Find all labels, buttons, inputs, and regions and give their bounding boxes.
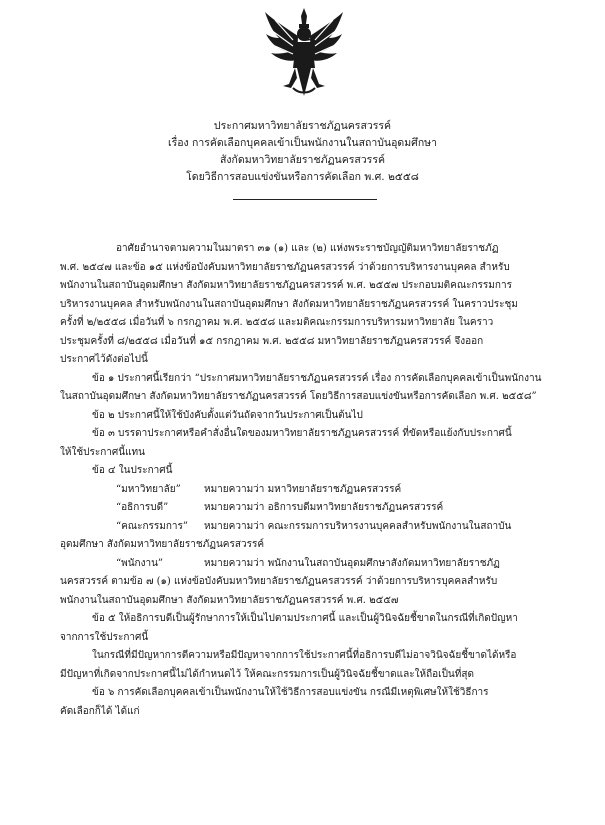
announcement-body (60, 240, 580, 721)
title-line: ประกาศมหาวิทยาลัยราชภัฏนครสวรรค์ (213, 120, 392, 132)
definition-term: “มหาวิทยาลัย” (116, 483, 181, 495)
announcement-title (0, 118, 605, 186)
title-line: โดยวิธีการสอบแข่งขันหรือการคัดเลือก พ.ศ. ๒๕๕๘ (186, 171, 419, 183)
preamble-line: ประชุมครั้งที่ ๘/๒๕๕๘ เมื่อวันที่ ๑๕ กรกฎาคม พ.ศ. ๒๕๕๘ มหาวิทยาลัยราชภัฏนครสวรรค์ จึงออก (60, 335, 484, 347)
definition-president (60, 499, 580, 518)
definition-committee-cont: อุดมศึกษา สังกัดมหาวิทยาลัยราชภัฏนครสวรรค์ (60, 539, 265, 550)
preamble-line: ครั้งที่ ๒/๒๕๕๘ เมื่อวันที่ ๖ กรกฎาคม พ.ศ. ๒๕๕๘ และมติคณะกรรมการบริหารมหาวิทยาลัย ในคราว (60, 317, 494, 328)
clause-5: ข้อ ๕ ให้อธิการบดีเป็นผู้รักษาการให้เป็นไปตามประกาศนี้ และเป็นผู้วินิจฉัยชี้ขาดในกรณีที่เกิดปัญหา (92, 613, 518, 624)
definition-meaning: หมายความว่า มหาวิทยาลัยราชภัฏนครสวรรค์ (204, 483, 402, 495)
preamble-line: พนักงานในสถาบันอุดมศึกษา สังกัดมหาวิทยาลัยราชภัฏนครสวรรค์ พ.ศ. ๒๕๕๗ ประกอบมติคณะกรรมการ (60, 280, 512, 291)
definition-staff-cont: นครสวรรค์ ตามข้อ ๗ (๑) แห่งข้อบังคับมหาวิทยาลัยราชภัฏนครสวรรค์ ว่าด้วยการบริหารบุคคลสำหรับ (60, 576, 498, 587)
preamble-line: พ.ศ. ๒๕๔๗ และข้อ ๑๕ แห่งข้อบังคับมหาวิทยาลัยราชภัฏนครสวรรค์ ว่าด้วยการบริหารงานบุคคล สำหรับ (60, 261, 510, 273)
preamble-line: บริหารงานบุคคล สำหรับพนักงานในสถาบันอุดมศึกษา สังกัดมหาวิทยาลัยราชภัฏนครสวรรค์ ในคราวประชุม (60, 298, 518, 310)
clause-3-cont: ให้ใช้ประกาศนี้แทน (60, 446, 145, 458)
preamble-line: อาศัยอำนาจตามความในมาตรา ๓๑ (๑) และ (๒) แห่งพระราชบัญญัติมหาวิทยาลัยราชภัฏ (116, 243, 499, 254)
clause-5-paragraph-2-cont: มีปัญหาที่เกิดจากประกาศนี้ไม่ได้กำหนดไว้ ให้คณะกรรมการเป็นผู้วินิจฉัยชี้ขาดและให้ถือเป็นที่สุด (60, 668, 474, 680)
definition-staff-cont: พนักงานในสถาบันอุดมศึกษา สังกัดมหาวิทยาลัยราชภัฏนครสวรรค์ พ.ศ. ๒๕๕๗ (60, 594, 399, 606)
definition-university (60, 481, 580, 500)
title-divider (233, 199, 377, 200)
definition-committee (60, 518, 580, 537)
definition-term: “คณะกรรมการ” (116, 520, 188, 532)
definition-staff (60, 555, 580, 574)
definition-meaning: หมายความว่า คณะกรรมการบริหารงานบุคคลสำหรับพนักงานในสถาบัน (204, 520, 512, 532)
clause-3: ข้อ ๓ บรรดาประกาศหรือคำสั่งอื่นใดของมหาวิทยาลัยราชภัฏนครสวรรค์ ที่ขัดหรือแย้งกับประกาศนี้ (92, 428, 512, 439)
definition-meaning: หมายความว่า อธิการบดีมหาวิทยาลัยราชภัฏนครสวรรค์ (204, 502, 444, 513)
clause-5-cont: จากการใช้ประกาศนี้ (60, 631, 149, 643)
clause-6: ข้อ ๖ การคัดเลือกบุคคลเข้าเป็นพนักงานให้ใช้วิธีการสอบแข่งขัน กรณีมีเหตุพิเศษให้ใช้วิธีการ (92, 687, 489, 698)
preamble-line: ประกาศไว้ดังต่อไปนี้ (60, 354, 148, 365)
clause-6-cont: คัดเลือกก็ได้ ได้แก่ (60, 705, 140, 717)
title-line: เรื่อง การคัดเลือกบุคคลเข้าเป็นพนักงานในสถาบันอุดมศึกษา (167, 137, 438, 149)
definition-term: “อธิการบดี” (116, 502, 169, 513)
clause-1-cont: ในสถาบันอุดมศึกษา สังกัดมหาวิทยาลัยราชภัฏนครสวรรค์ โดยวิธีการสอบแข่งขันหรือการคัดเลือก พ.ศ. ๒๕๕๘” (60, 391, 537, 402)
garuda-emblem-icon (263, 6, 345, 100)
title-line: สังกัดมหาวิทยาลัยราชภัฏนครสวรรค์ (220, 154, 385, 166)
clause-2: ข้อ ๒ ประกาศนี้ให้ใช้บังคับตั้งแต่วันถัดจากวันประกาศเป็นต้นไป (92, 409, 363, 421)
clause-5-paragraph-2: ในกรณีที่มีปัญหาการตีความหรือมีปัญหาจากการใช้ประกาศนี้ที่อธิการบดีไม่อาจวินิจฉัยชี้ขาดได้หรือ (92, 650, 517, 661)
definition-term: “พนักงาน” (116, 557, 164, 569)
clause-4: ข้อ ๔ ในประกาศนี้ (92, 465, 173, 476)
definition-meaning: หมายความว่า พนักงานในสถาบันอุดมศึกษาสังกัดมหาวิทยาลัยราชภัฏ (204, 557, 500, 569)
clause-1: ข้อ ๑ ประกาศนี้เรียกว่า “ประกาศมหาวิทยาลัยราชภัฏนครสวรรค์ เรื่อง การคัดเลือกบุคคลเข้าเป็นพนักงาน (92, 372, 542, 384)
